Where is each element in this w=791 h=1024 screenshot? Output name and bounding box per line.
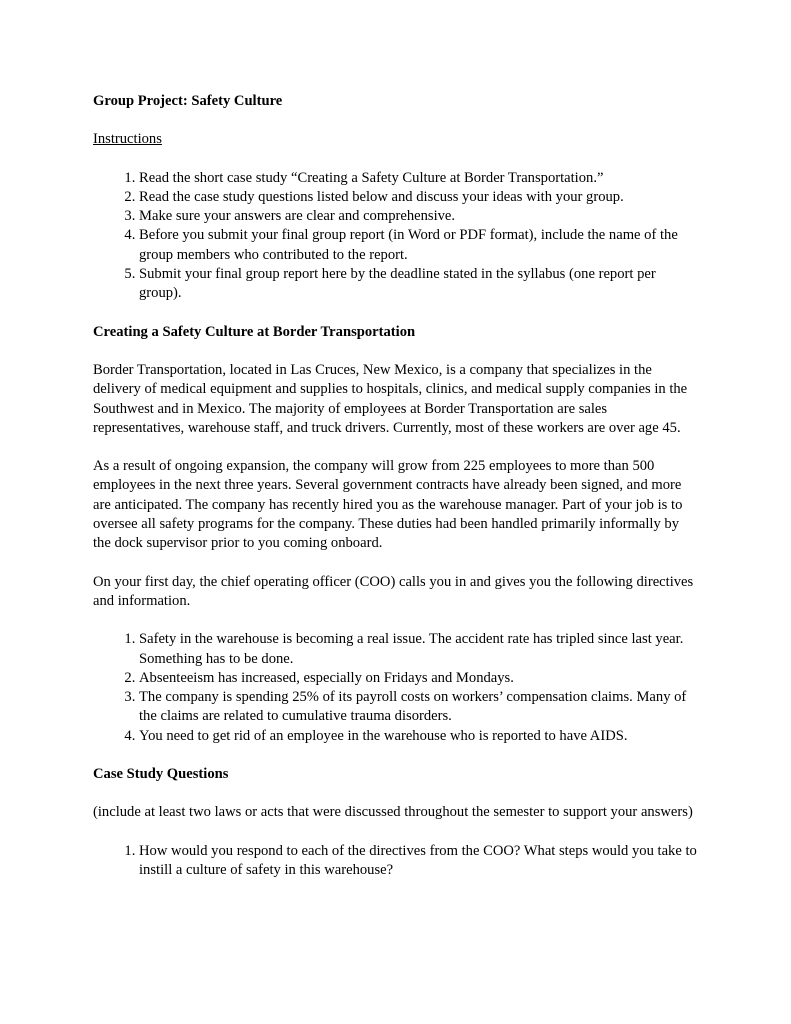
questions-heading: Case Study Questions xyxy=(93,766,229,783)
case-paragraph: Border Transportation, located in Las Cruces, New Mexico, is a company that specializes in the delivery of medical equipment and supplies to hospitals, clinics, and medical supply companies in the Southwest and in Mexico. The majority of employees at Border Transportation are sales representatives, warehouse staff, and truck drivers. Currently, most of these workers are over age 45. xyxy=(93,361,688,436)
list-item: 1. How would you respond to each of the directives from the COO? What steps would you take to instill a culture of safety in this warehouse? xyxy=(139,842,697,881)
list-item: 3. The company is spending 25% of its payroll costs on workers’ compensation claims. Many of the claims are related to cumulative trauma disorders. xyxy=(139,688,697,727)
questions-list xyxy=(93,842,697,881)
list-item: 1. Read the short case study “Creating a Safety Culture at Border Transportation.” xyxy=(139,169,697,188)
directives-list xyxy=(93,630,697,746)
list-item: 3. Make sure your answers are clear and comprehensive. xyxy=(139,207,697,226)
instructions-list xyxy=(93,169,697,304)
list-item: 4. You need to get rid of an employee in the warehouse who is reported to have AIDS. xyxy=(139,727,697,746)
list-item: 2. Read the case study questions listed below and discuss your ideas with your group. xyxy=(139,188,697,207)
list-item: 2. Absenteeism has increased, especially on Fridays and Mondays. xyxy=(139,669,697,688)
list-item: 5. Submit your final group report here by the deadline stated in the syllabus (one report per group). xyxy=(139,265,697,304)
document-title: Group Project: Safety Culture xyxy=(93,93,283,109)
instructions-heading: Instructions xyxy=(93,131,162,148)
list-item: 1. Safety in the warehouse is becoming a real issue. The accident rate has tripled since last year. Something has to be done. xyxy=(139,630,697,669)
case-paragraph: As a result of ongoing expansion, the company will grow from 225 employees to more than 500 employees in the next three years. Several government contracts have already been signed, and more are anticipated. The company has recently hired you as the warehouse manager. Part of your job is to oversee all safety programs for the company. These duties had been handled primarily informally by the dock supervisor prior to you coming onboard. xyxy=(93,458,683,552)
case-paragraph: On your first day, the chief operating officer (COO) calls you in and gives you the following directives and information. xyxy=(93,573,694,609)
case-study-heading: Creating a Safety Culture at Border Transportation xyxy=(93,323,416,340)
questions-note: (include at least two laws or acts that were discussed throughout the semester to support your answers) xyxy=(93,804,693,821)
list-item: 4. Before you submit your final group report (in Word or PDF format), include the name of the group members who contributed to the report. xyxy=(139,226,697,265)
